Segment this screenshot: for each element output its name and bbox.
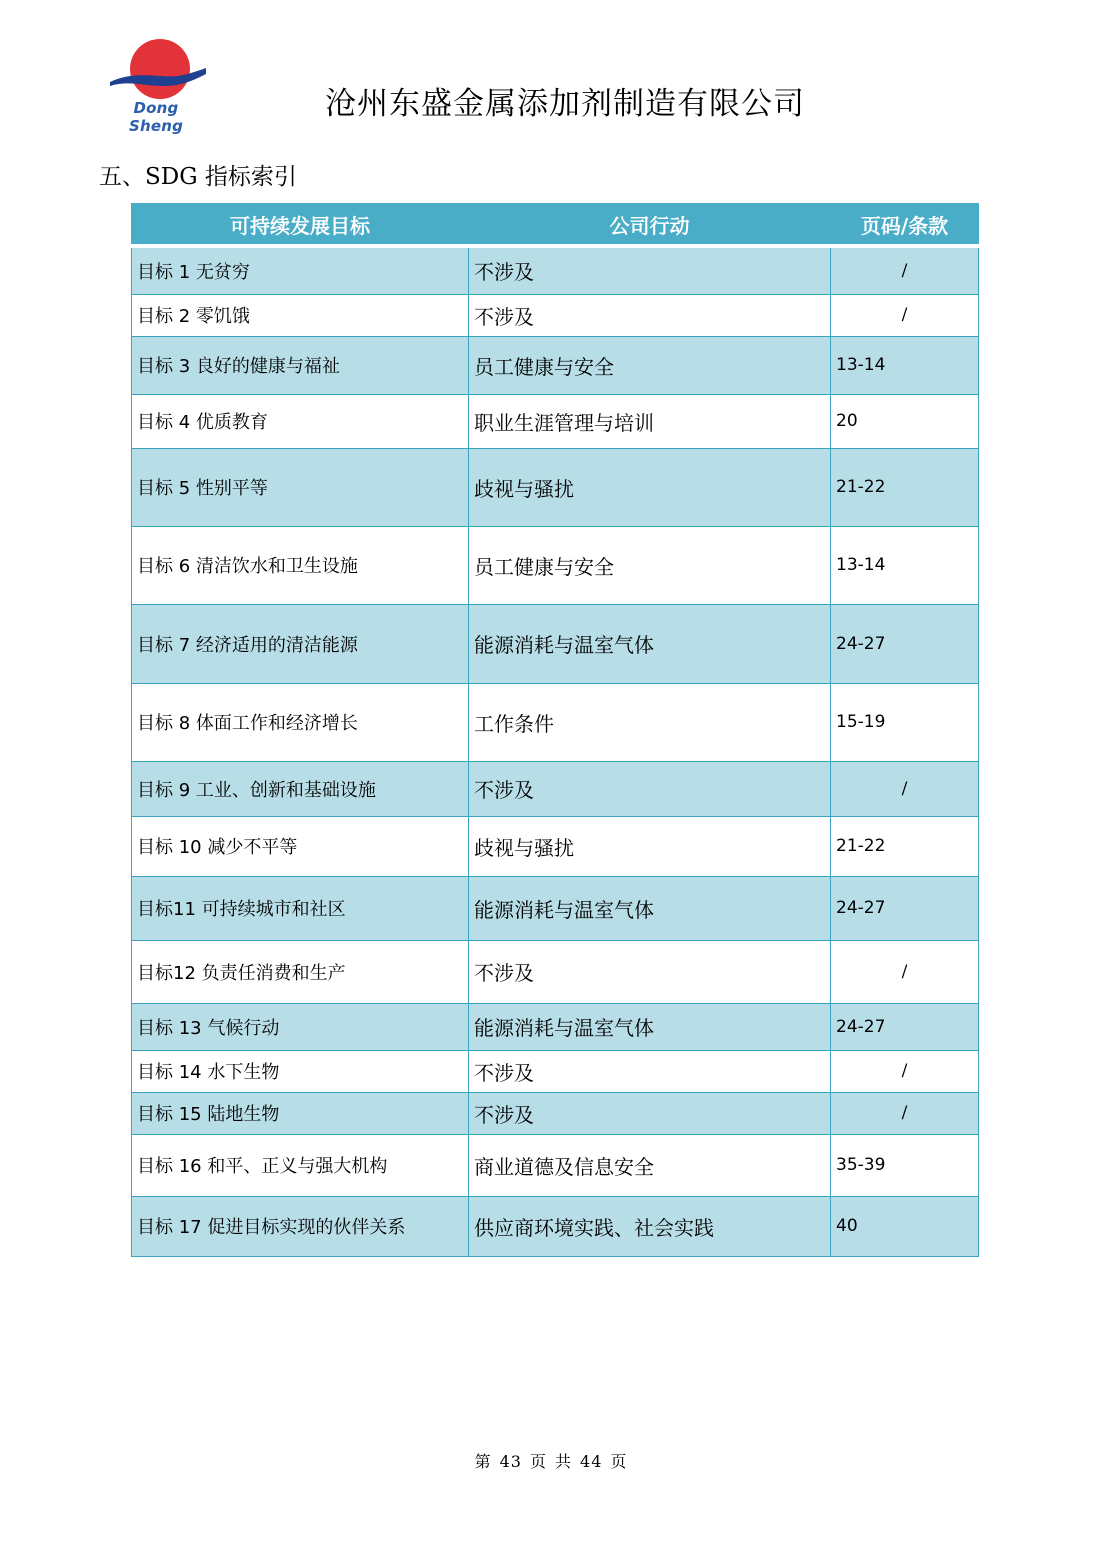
action-cell: 能源消耗与温室气体 bbox=[469, 876, 831, 940]
page-cell: 35-39 bbox=[831, 1134, 979, 1196]
section-title: 五、SDG 指标索引 bbox=[99, 164, 297, 190]
page-cell: 21-22 bbox=[831, 448, 979, 526]
page-cell: 24-27 bbox=[831, 604, 979, 683]
table-row bbox=[132, 1050, 979, 1092]
goal-cell: 目标 8 体面工作和经济增长 bbox=[132, 683, 469, 761]
table-row bbox=[132, 336, 979, 394]
page-cell: 21-22 bbox=[831, 816, 979, 876]
footer-page-word: 页 bbox=[529, 1452, 547, 1471]
action-cell: 商业道德及信息安全 bbox=[469, 1134, 831, 1196]
goal-cell: 目标 6 清洁饮水和卫生设施 bbox=[132, 526, 469, 604]
table-row bbox=[132, 876, 979, 940]
footer-total-pages: 44 bbox=[580, 1452, 603, 1471]
goal-cell: 目标11 可持续城市和社区 bbox=[132, 876, 469, 940]
table-row bbox=[132, 526, 979, 604]
footer-total-prefix: 共 bbox=[555, 1452, 573, 1471]
goal-cell: 目标 13 气候行动 bbox=[132, 1003, 469, 1050]
table-row bbox=[132, 1092, 979, 1134]
page-cell: 24-27 bbox=[831, 1003, 979, 1050]
action-cell: 不涉及 bbox=[469, 1050, 831, 1092]
goal-cell: 目标 15 陆地生物 bbox=[132, 1092, 469, 1134]
goal-cell: 目标 17 促进目标实现的伙伴关系 bbox=[132, 1196, 469, 1256]
table-row bbox=[132, 816, 979, 876]
goal-cell: 目标 5 性别平等 bbox=[132, 448, 469, 526]
page-cell: 24-27 bbox=[831, 876, 979, 940]
footer-suffix: 页 bbox=[610, 1452, 628, 1471]
page-cell: / bbox=[831, 940, 979, 1003]
goal-cell: 目标 16 和平、正义与强大机构 bbox=[132, 1134, 469, 1196]
action-cell: 供应商环境实践、社会实践 bbox=[469, 1196, 831, 1256]
table-row bbox=[132, 246, 979, 294]
table-row bbox=[132, 294, 979, 336]
action-cell: 歧视与骚扰 bbox=[469, 448, 831, 526]
page-cell: / bbox=[831, 1092, 979, 1134]
action-cell: 不涉及 bbox=[469, 761, 831, 816]
page-cell: / bbox=[831, 761, 979, 816]
table-header-row bbox=[132, 204, 979, 247]
goal-cell: 目标 1 无贫穷 bbox=[132, 246, 469, 294]
table-row bbox=[132, 1003, 979, 1050]
goal-cell: 目标 3 良好的健康与福祉 bbox=[132, 336, 469, 394]
table-row bbox=[132, 448, 979, 526]
table-row bbox=[132, 1134, 979, 1196]
goal-cell: 目标12 负责任消费和生产 bbox=[132, 940, 469, 1003]
logo-sun-wave-icon bbox=[104, 36, 208, 106]
page-cell: 40 bbox=[831, 1196, 979, 1256]
action-cell: 能源消耗与温室气体 bbox=[469, 604, 831, 683]
company-name: 沧州东盛金属添加剂制造有限公司 bbox=[325, 86, 805, 122]
header-goal: 可持续发展目标 bbox=[132, 204, 469, 247]
page-cell: 13-14 bbox=[831, 336, 979, 394]
table-row bbox=[132, 1196, 979, 1256]
company-logo bbox=[104, 36, 208, 135]
action-cell: 不涉及 bbox=[469, 294, 831, 336]
page-footer bbox=[0, 1449, 1102, 1472]
page-cell: / bbox=[831, 294, 979, 336]
footer-prefix: 第 bbox=[474, 1452, 492, 1471]
header-page: 页码/条款 bbox=[831, 204, 979, 247]
action-cell: 歧视与骚扰 bbox=[469, 816, 831, 876]
sdg-index-table bbox=[131, 203, 979, 1257]
action-cell: 员工健康与安全 bbox=[469, 526, 831, 604]
footer-current-page: 43 bbox=[499, 1452, 522, 1471]
goal-cell: 目标 7 经济适用的清洁能源 bbox=[132, 604, 469, 683]
table-row bbox=[132, 683, 979, 761]
action-cell: 能源消耗与温室气体 bbox=[469, 1003, 831, 1050]
page-cell: / bbox=[831, 1050, 979, 1092]
table-row bbox=[132, 604, 979, 683]
action-cell: 职业生涯管理与培训 bbox=[469, 394, 831, 448]
page-cell: 13-14 bbox=[831, 526, 979, 604]
goal-cell: 目标 2 零饥饿 bbox=[132, 294, 469, 336]
action-cell: 不涉及 bbox=[469, 246, 831, 294]
logo-text: Dong Sheng bbox=[128, 99, 184, 135]
action-cell: 不涉及 bbox=[469, 1092, 831, 1134]
goal-cell: 目标 4 优质教育 bbox=[132, 394, 469, 448]
goal-cell: 目标 14 水下生物 bbox=[132, 1050, 469, 1092]
action-cell: 工作条件 bbox=[469, 683, 831, 761]
action-cell: 不涉及 bbox=[469, 940, 831, 1003]
action-cell: 员工健康与安全 bbox=[469, 336, 831, 394]
table-row bbox=[132, 761, 979, 816]
table-row bbox=[132, 394, 979, 448]
goal-cell: 目标 9 工业、创新和基础设施 bbox=[132, 761, 469, 816]
table-row bbox=[132, 940, 979, 1003]
goal-cell: 目标 10 减少不平等 bbox=[132, 816, 469, 876]
page-cell: / bbox=[831, 246, 979, 294]
page-cell: 15-19 bbox=[831, 683, 979, 761]
header-action: 公司行动 bbox=[469, 204, 831, 247]
page-cell: 20 bbox=[831, 394, 979, 448]
